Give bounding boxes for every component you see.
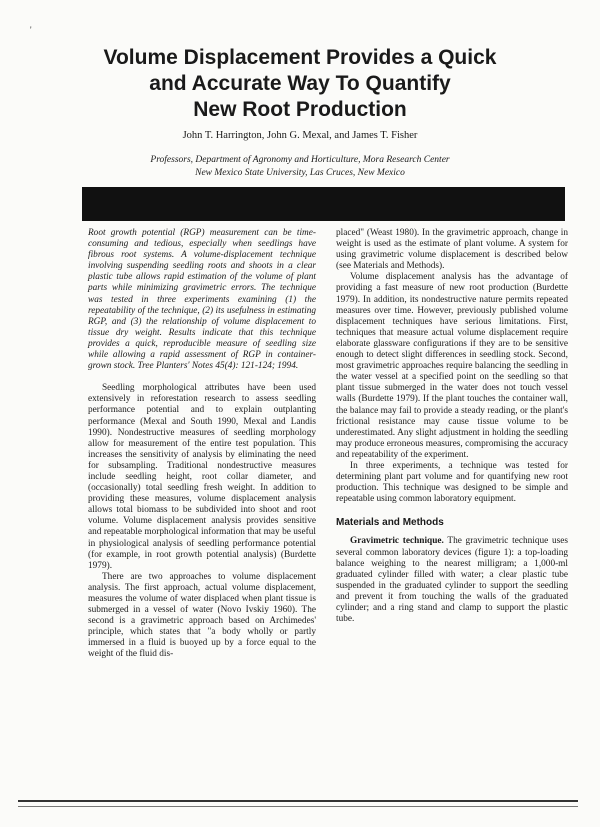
abstract-text: Root growth potential (RGP) measurement can be time-consuming and tedious, especially when seedlings have fibrous root systems. A volume-displacement technique involving suspending seedling roots and shoots in a clear plastic tube allows rapid estimation of the volume of plant parts while minimizing gravimetric errors. The technique was tested in three experiments examining (1) the repeatability of the technique, (2) its usefulness in estimating RGP, and (3) the relationship of volume displacement to tissue dry weight. Results indicate that this technique provides a quick, reproducible measure of seedling size while allowing a rapid assessment of RGP in container-grown stock. Tree Planters' Notes 45(4): 121-124; 1994. [88, 228, 316, 372]
abstract [88, 228, 316, 372]
title-line: Volume Displacement Provides a Quick [103, 46, 497, 69]
header-band [82, 187, 565, 221]
left-column [88, 228, 316, 661]
subsection-paragraph [336, 536, 568, 625]
body-paragraph: Volume displacement analysis has the advantage of providing a fast measure of new root production (Burdette 1979). In addition, its nondestructive nature permits repeated measures over time. However, previously published volume displacement techniques have serious limitations. First, techniques that measure actual volume displacement require elaborate glassware configurations if they are to be sensitive enough to detect slight differences in seedling stock. Second, most gravimetric approaches require balancing the seedling in the water vessel at a specified point on the seedling so that plant tissue submerged in the water does not touch vessel walls (Burdette 1979). If the plant touches the container wall, the balance may fail to provide a steady reading, or the plant's frictional resistance may cause tissue volume to be underestimated. Any slight adjustment in holding the seedling may produce erroneous measures, compromising the accuracy and repeatability of the experiment. [336, 272, 568, 460]
subsection-heading: Gravimetric technique. [350, 536, 444, 547]
body-paragraph: In three experiments, a technique was tested for determining plant part volume and for quantifying new root production. This technique was designed to be simple and repeatable using common laboratory equipment. [336, 460, 568, 505]
title-line: New Root Production [193, 98, 407, 121]
author-affiliation [100, 154, 500, 180]
affiliation-line: New Mexico State University, Las Cruces, New Mexico [195, 168, 405, 178]
body-paragraph: placed" (Weast 1980). In the gravimetric approach, change in weight is used as the estimate of plant volume. A system for using gravimetric volume displacement is described below (see Materials and Methods). [336, 228, 568, 272]
author-list: John T. Harrington, John G. Mexal, and James T. Fisher [182, 130, 418, 141]
bottom-rule [18, 800, 578, 802]
right-column [336, 228, 568, 625]
subsection-text: The gravimetric technique uses several common laboratory devices (figure 1): a top-loading balance weighing to the nearest milligram; a 1,000-ml graduated cylinder filled with water; a clear plastic tube suspended in the graduated cylinder to support the seedling and prevent it from touching the walls of the graduated cylinder; and a ring stand and clamp to support the plastic tube. [336, 536, 568, 625]
body-paragraph: Seedling morphological attributes have been used extensively in reforestation research to assess seedling performance potential and to explain outplanting performance (Mexal and South 1990, Mexal and Landis 1990). Nondestructive measures of seedling morphology allow for measurement of the entire test population. This increases the sensitivity of analysis by eliminating the need for subsampling. Traditional nondestructive measures include seedling height, root collar diameter, and (occasionally) total seedling fresh weight. In addition to providing these measures, volume displacement analysis allows total biomass to be subdivided into shoot and root volume. Volume displacement analysis provides sensitive and repeatable morphological information that may be useful in physiological analysis of seedling performance potential (for example, in root growth potential analysis) (Burdette 1979). [88, 383, 316, 571]
section-heading: Materials and Methods [336, 517, 444, 529]
affiliation-line: Professors, Department of Agronomy and Horticulture, Mora Research Center [150, 155, 450, 165]
page-corner-mark: ' [30, 25, 32, 35]
body-paragraph: There are two approaches to volume displacement analysis. The first approach, actual volume displacement, measures the volume of water displaced when plant tissue is submerged in a vessel of water (Novo Ivskiy 1960). The second is a gravimetric approach based on Archimedes' principle, which states that "a body wholly or partly immersed in a fluid is buoyed up by a force equal to the weight of the fluid dis- [88, 571, 316, 660]
bottom-rule-thin [18, 806, 578, 807]
title-line: and Accurate Way To Quantify [149, 72, 451, 95]
article-title [60, 45, 540, 123]
